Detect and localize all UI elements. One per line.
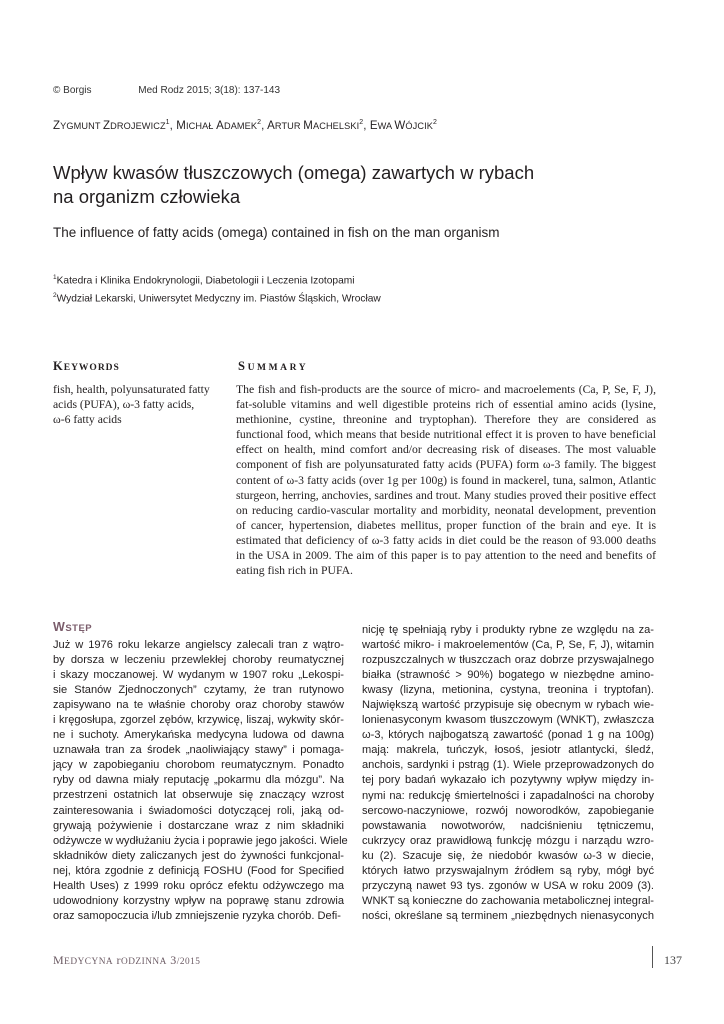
article-title-pl <box>53 161 613 209</box>
keywords-line: ω-6 fatty acids <box>53 413 122 426</box>
body-text-line: kwasy (lizyna, metionina, cystyna, treonina i tryptofan). <box>362 684 654 697</box>
body-text-line: sercowo-naczyniowe, rozwój noworodków, zapobieganie <box>362 804 654 817</box>
page-header <box>53 85 280 96</box>
affiliation-marker: 1 <box>53 274 57 281</box>
body-text-line: ne i suchoty. Amerykańska medycyna ludowa od dawna <box>53 729 344 742</box>
body-text-line: nej, która zgodnie z definicją FOSHU (Food for Specified <box>53 864 344 877</box>
body-text-line: mają: makrela, tuńczyk, łosoś, jesiotr atlantycki, śledź, <box>362 744 654 757</box>
body-text-line: by dorsza w leczeniu przewlekłej choroby reumatycznej <box>53 654 344 667</box>
body-text-line: Już w 1976 roku lekarze angielscy zalecali tran z wątro- <box>53 639 344 651</box>
body-text-line: ω-3, których najbogatszą zawartość (ponad 1 g na 100g) <box>362 729 654 742</box>
body-text-line: białka (strawność > 90%) bogatego w niezbędne amino- <box>362 669 654 682</box>
summary-heading: SUMMARY <box>238 359 309 373</box>
body-text-line: cukrzycy oraz prawidłową funkcję mózgu i narządu wzro- <box>362 834 654 847</box>
body-text-line: i kręgosłupa, zgorzel zębów, krzywicę, liszaj, wykwity skór- <box>53 714 344 727</box>
body-column-right <box>362 623 654 924</box>
author-name: EWA WÓJCIK$^2$ <box>369 119 437 132</box>
summary-line: in the USA in 2009. The aim of this paper is to pay attention to the need and benefits of <box>236 549 656 563</box>
body-text-line: przyczyną nawet 93 tys. zgonów w USA w roku 2009 (3). <box>362 879 654 892</box>
author-affiliation-marker: 2 <box>257 119 262 126</box>
footer-journal: MEDYCYNA rODZINNA 3/2015 <box>53 953 201 967</box>
affiliation-text: Katedra i Klinika Endokrynologii, Diabetologii i Leczenia Izotopami <box>56 275 355 287</box>
summary-line: of cancer, hypertension, diabetes mellitus, proper function of the brain and eye. It is <box>236 518 656 532</box>
author-name: MICHAŁ ADAMEK$^2$ <box>176 119 262 132</box>
body-text-line: uznawała tran za środek „naoliwiający stawy” i pomaga- <box>53 744 344 757</box>
keywords-line: fish, health, polyunsaturated fatty <box>53 383 210 396</box>
body-text-line: i skazy moczanowej. W wydanym w 1907 roku „Lekospi- <box>53 669 344 682</box>
summary-line: effect on health, mind comfort and/or decreasing risk of diseases. The most valuable <box>236 443 656 457</box>
summary-line: fat-soluble vitamins and well digestible proteins rich of essential amino acids (lysine, <box>236 398 656 412</box>
keywords-line: acids (PUFA), ω-3 fatty acids, <box>53 398 195 411</box>
author-affiliation-marker: 1 <box>165 119 170 126</box>
body-text-line: przestrzeni ostatnich lat obserwuje się znaczący wzrost <box>53 789 344 802</box>
summary-line: component of fish are polyunsaturated fatty acids (PUFA) form ω-3 family. The biggest <box>236 458 656 472</box>
title-line: na organizm człowieka <box>53 186 241 207</box>
summary-line: sturgeon, herring, anchovies, sardines and trout. Many studies proved their positive effect <box>236 488 656 502</box>
article-title-en: The influence of fatty acids (omega) contained in fish on the man organism <box>53 225 500 240</box>
body-text-line: ku (2). Szacuje się, że niedobór kwasów ω-3 w diecie, <box>362 849 654 862</box>
body-text-line: Health Uses) z 1999 roku oprócz efektu odżywczego ma <box>53 879 344 892</box>
summary-body <box>236 382 656 578</box>
page-number: 137 <box>664 953 682 967</box>
body-text-line: składników diety zaliczanych jest do żywności funkcjonal- <box>53 849 344 862</box>
affiliation-marker: 2 <box>53 292 57 299</box>
body-text-line: oraz samopoczucia i/lub zmniejszenie ryzyka chorób. Defi- <box>53 909 341 922</box>
journal-citation: Med Rodz 2015; 3(18): 137-143 <box>138 85 281 96</box>
body-text-line: odżywcze w wydłużaniu życia i poprawie jego jakości. Wiele <box>53 834 348 847</box>
body-text-line: lonienasyconym kwasom tłuszczowym (WNKT), zwłaszcza <box>362 714 654 727</box>
body-text-line: udowodniony korzystny wpływ na poprawę stanu zdrowia <box>53 894 344 907</box>
body-text-line: grywają pożywienie i dostarczane wraz z nim składniki <box>53 819 344 832</box>
body-text-line: zainteresowania i świadomości dotyczącej roli, jaką od- <box>53 804 344 817</box>
section-heading-wstep: WSTĘP <box>53 620 93 634</box>
body-text-line: sie Stanów Zjednoczonych” czytamy, że tran rutynowo <box>53 684 344 697</box>
author-name: ARTUR MACHELSKI$^2$ <box>267 119 364 132</box>
body-text-line: nymi na: redukcję śmiertelności i zapadalności na choroby <box>362 789 654 802</box>
body-text-line: jący w zapobieganiu chorobom reumatycznym. Ponadto <box>53 759 344 772</box>
affiliation-2 <box>53 292 381 304</box>
body-text-line: nicję tę spełniają ryby i produkty rybne ze względu na za- <box>362 624 654 636</box>
summary-line: functional food, which means that beside nutritional effect it is proven to have beneficial <box>236 428 656 442</box>
body-text-line: rozpuszczalnych w tłuszczach oraz dobrze przyswajalnego <box>362 654 654 667</box>
author-affiliation-marker: 2 <box>359 119 364 126</box>
summary-line: The fish and fish-products are the source of micro- and macroelements (Ca, P, Se, F, J), <box>236 383 656 396</box>
title-line: Wpływ kwasów tłuszczowych (omega) zawartych w rybach <box>53 162 535 183</box>
summary-line: on reducing cardio-vascular mortality and morbidity, neonatal development, prevention <box>236 503 656 517</box>
body-text-line: powstawania nowotworów, nadciśnieniu tętniczemu, <box>362 819 654 832</box>
body-text-line: których łatwo przyswajalnym źródłem są ryby, mógł być <box>362 864 654 877</box>
body-text-line: WNKT są konieczne do zachowania metabolicznej integral- <box>362 894 654 907</box>
body-column-left <box>53 638 348 924</box>
body-text-line: ryby od dawna miały reputację „pokarmu dla mózgu”. Na <box>53 774 344 787</box>
footer-divider <box>652 946 653 968</box>
body-text-line: anchois, sardynki i pstrąg (1). Wiele przeprowadzonych do <box>362 759 654 772</box>
body-text-line: wartość mikro- i makroelementów (Ca, P, Se, F, J), witamin <box>362 639 654 652</box>
copyright-notice: © Borgis <box>53 85 92 96</box>
summary-line: eating fish rich in PUFA. <box>236 564 353 578</box>
summary-line: content of ω-3 fatty acids (over 1g per 100g) is found in mackerel, tuna, salmon, Atlantic <box>236 473 656 487</box>
body-text-line: tej pory badań wykazało ich pozytywny wpływ między in- <box>362 774 654 787</box>
body-text-line: zapisywano na te właśnie choroby oraz choroby stawów <box>53 699 344 712</box>
affiliation-1 <box>53 274 355 286</box>
author-affiliation-marker: 2 <box>432 119 437 126</box>
summary-line: estimated that deficiency of ω-3 fatty acids in diet could be the reason of 93.000 deaths <box>236 533 656 547</box>
summary-line: methionine, cystine, threonine and tryptophan). Therefore they are considered as <box>236 413 656 427</box>
author-list: ZYGMUNT ZDROJEWICZ$^1$, MICHAŁ ADAMEK$^2$, ARTUR MACHELSKI$^2$, EWA WÓJCIK$^2$ <box>53 119 437 132</box>
keywords-heading: KEYWORDS <box>53 359 120 373</box>
affiliation-text: Wydział Lekarski, Uniwersytet Medyczny im. Piastów Śląskich, Wrocław <box>56 293 381 305</box>
author-name: ZYGMUNT ZDROJEWICZ$^1$ <box>53 119 170 132</box>
body-text-line: Największą wartość przypisuje się obecnym w rybach wie- <box>362 699 654 712</box>
body-text-line: ności, określane są terminem „niezbędnych nienasyconych <box>362 909 654 922</box>
keywords-list <box>53 382 228 427</box>
